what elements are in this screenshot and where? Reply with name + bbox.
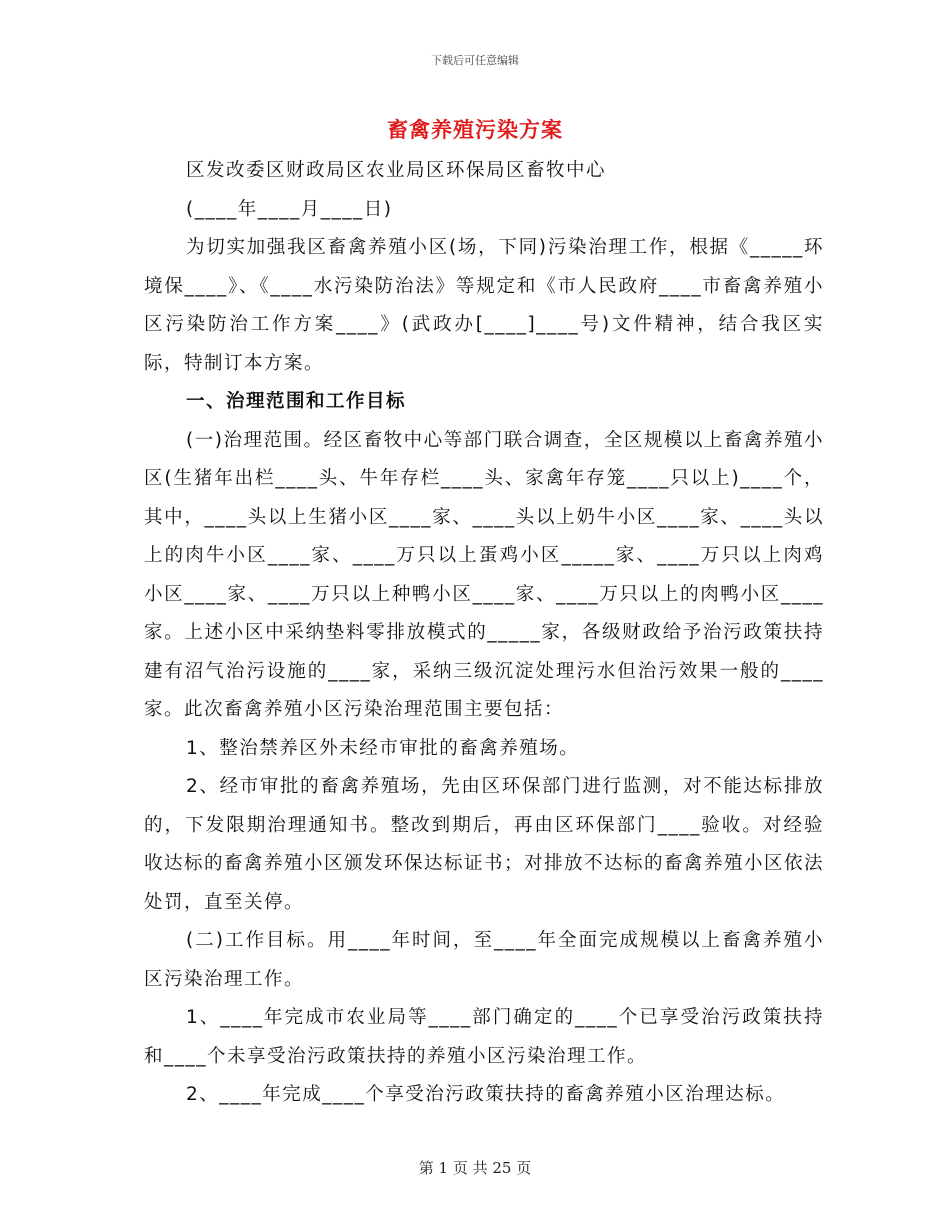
header-note: 下载后可任意编辑 <box>431 54 519 67</box>
paragraph-intro: 为切实加强我区畜禽养殖小区(场，下同)污染治理工作，根据《_____环境保____》、《____水污染防治法》等规定和《市人民政府____市畜禽养殖小区污染防治工作方案____》(武政办[____]____号)文件精神，结合我区实际，特制订本方案。 <box>144 237 824 374</box>
document-title: 畜禽养殖污染方案 <box>387 118 563 142</box>
paragraph-scope-item-2: 2、经市审批的畜禽养殖场，先由区环保部门进行监测，对不能达标排放的，下发限期治理通知书。整改到期后，再由区环保部门____验收。对经验收达标的畜禽养殖小区颁发环保达标证书；对排放不达标的畜禽养殖小区依法处罚，直至关停。 <box>144 776 825 913</box>
paragraph-scope-item-1: 1、整治禁养区外未经市审批的畜禽养殖场。 <box>186 737 580 759</box>
paragraph-goals: (二)工作目标。用____年时间，至____年全面完成规模以上畜禽养殖小区污染治理工作。 <box>144 930 824 990</box>
paragraph-departments: 区发改委区财政局区农业局区环保局区畜牧中心 <box>186 160 607 181</box>
section-heading-1: 一、治理范围和工作目标 <box>186 391 407 412</box>
paragraph-date: (____年____月____日) <box>186 198 393 220</box>
document-body <box>144 152 824 1115</box>
paragraph-goal-item-1: 1、____年完成市农业局等____部门确定的____个已享受治污政策扶持和____个未享受治污政策扶持的养殖小区污染治理工作。 <box>144 1007 824 1067</box>
paragraph-scope: (一)治理范围。经区畜牧中心等部门联合调查，全区规模以上畜禽养殖小区(生猪年出栏____头、牛年存栏____头、家禽年存笼____只以上)____个，其中，____头以上生猪小区____家、____头以上奶牛小区____家、____头以上的肉牛小区____家、____万只以上蛋鸡小区_____家、____万只以上肉鸡小区____家、____万只以上种鸭小区____家、____万只以上的肉鸭小区____家。上述小区中采纳垫料零排放模式的_____家，各级财政给予治污政策扶持建有沼气治污设施的____家，采纳三级沉淀处理污水但治污效果一般的____家。此次畜禽养殖小区污染治理范围主要包括： <box>144 429 824 720</box>
paragraph-goal-item-2: 2、____年完成____个享受治污政策扶持的畜禽养殖小区治理达标。 <box>186 1084 786 1105</box>
page-number-footer: 第 1 页 共 25 页 <box>418 1159 532 1177</box>
